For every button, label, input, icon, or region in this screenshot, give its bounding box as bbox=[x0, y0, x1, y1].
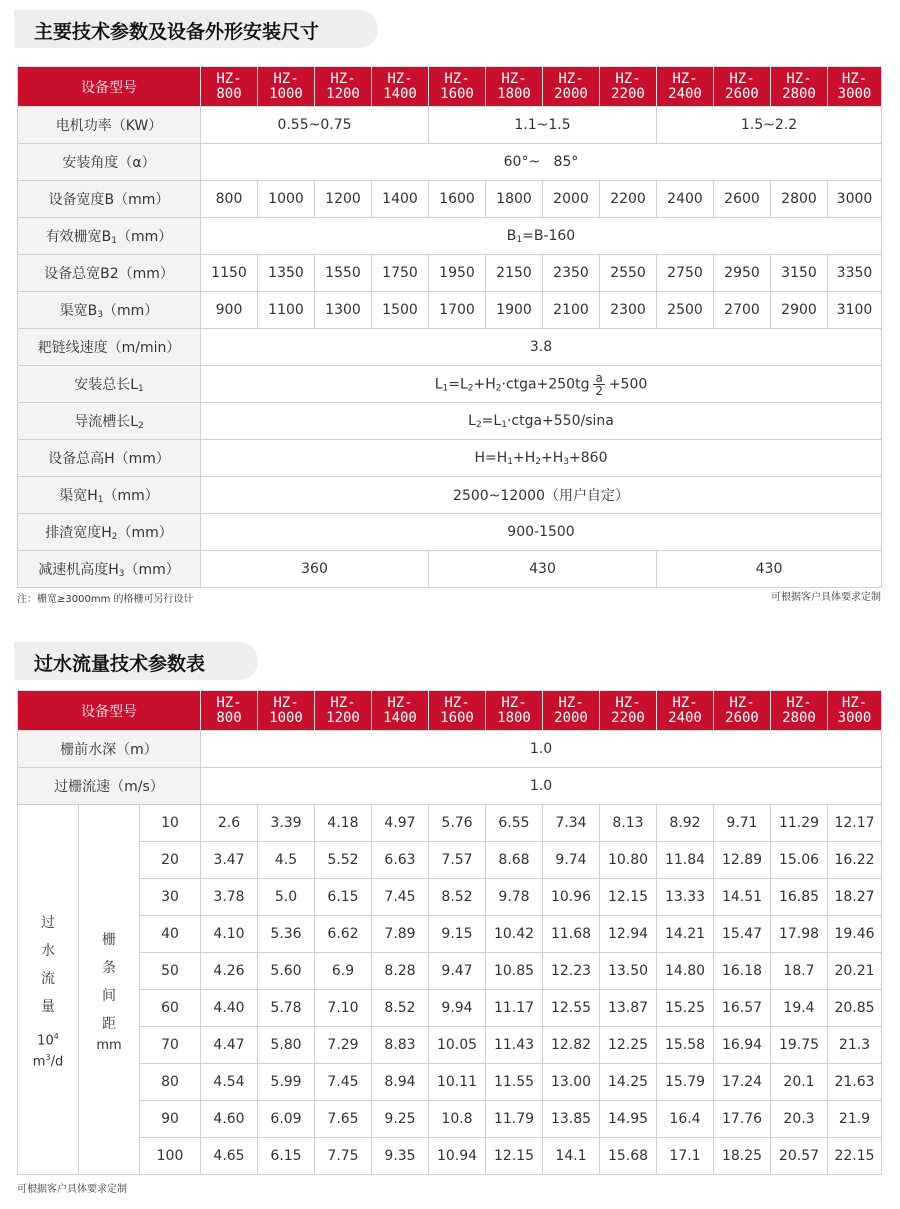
row-flow-velocity bbox=[18, 768, 882, 805]
row-device-width bbox=[18, 181, 882, 218]
bar-spacing-value: 40 bbox=[140, 916, 201, 953]
flow-value: 16.57 bbox=[714, 990, 771, 1027]
value-cell: 1.0 bbox=[201, 731, 882, 768]
flow-value: 13.33 bbox=[657, 879, 714, 916]
flow-value: 4.26 bbox=[201, 953, 258, 990]
flow-value: 8.13 bbox=[600, 805, 657, 842]
model-cell: HZ- 800 bbox=[201, 691, 258, 731]
flow-value: 4.65 bbox=[201, 1138, 258, 1175]
flow-value: 7.57 bbox=[429, 842, 486, 879]
flow-value: 7.75 bbox=[315, 1138, 372, 1175]
value-cell: 1900 bbox=[486, 292, 543, 329]
flow-data-row bbox=[18, 842, 882, 879]
model-cell: HZ- 2000 bbox=[543, 691, 600, 731]
flow-value: 7.10 bbox=[315, 990, 372, 1027]
flow-value: 14.1 bbox=[543, 1138, 600, 1175]
value-cell: 2550 bbox=[600, 255, 657, 292]
param-label: 导流槽长$L_2$ bbox=[18, 403, 201, 440]
flow-value: 15.06 bbox=[771, 842, 828, 879]
value-cell: 2200 bbox=[600, 181, 657, 218]
flow-value: 17.1 bbox=[657, 1138, 714, 1175]
table2-note: 可根据客户具体要求定制 bbox=[17, 1184, 127, 1195]
flow-value: 16.94 bbox=[714, 1027, 771, 1064]
value-cell: 2150 bbox=[486, 255, 543, 292]
param-label: 耙链线速度（m/min） bbox=[18, 329, 201, 366]
flow-value: 14.51 bbox=[714, 879, 771, 916]
row-channel-width bbox=[18, 292, 882, 329]
flow-value: 5.0 bbox=[258, 879, 315, 916]
row-guide-length bbox=[18, 403, 882, 440]
flow-value: 9.71 bbox=[714, 805, 771, 842]
flow-value: 5.52 bbox=[315, 842, 372, 879]
flow-value: 15.68 bbox=[600, 1138, 657, 1175]
flow-value: 11.43 bbox=[486, 1027, 543, 1064]
flow-value: 5.60 bbox=[258, 953, 315, 990]
value-cell: 430 bbox=[657, 551, 882, 588]
value-cell: 900 bbox=[201, 292, 258, 329]
flow-value: 15.79 bbox=[657, 1064, 714, 1101]
flow-value: 2.6 bbox=[201, 805, 258, 842]
flow-value: 6.9 bbox=[315, 953, 372, 990]
flow-value: 15.58 bbox=[657, 1027, 714, 1064]
value-cell: 2800 bbox=[771, 181, 828, 218]
flow-value: 13.00 bbox=[543, 1064, 600, 1101]
flow-value: 17.98 bbox=[771, 916, 828, 953]
flow-value: 8.83 bbox=[372, 1027, 429, 1064]
bar-spacing-value: 90 bbox=[140, 1101, 201, 1138]
param-label: 电机功率（KW） bbox=[18, 107, 201, 144]
flow-value: 7.34 bbox=[543, 805, 600, 842]
flow-value: 19.4 bbox=[771, 990, 828, 1027]
value-cell: 1800 bbox=[486, 181, 543, 218]
value-cell: 2500 bbox=[657, 292, 714, 329]
value-cell: 360 bbox=[201, 551, 429, 588]
flow-value: 8.28 bbox=[372, 953, 429, 990]
row-reducer-height bbox=[18, 551, 882, 588]
flow-value: 5.78 bbox=[258, 990, 315, 1027]
flow-value: 14.21 bbox=[657, 916, 714, 953]
flow-value: 20.3 bbox=[771, 1101, 828, 1138]
value-cell: 2700 bbox=[714, 292, 771, 329]
value-cell: 1500 bbox=[372, 292, 429, 329]
flow-data-row bbox=[18, 1064, 882, 1101]
fraction: $\frac{a}{2}$ bbox=[595, 370, 603, 398]
value-cell: 1.0 bbox=[201, 768, 882, 805]
model-cell: HZ- 3000 bbox=[828, 67, 882, 107]
flow-value: 11.84 bbox=[657, 842, 714, 879]
model-cell: HZ- 1600 bbox=[429, 67, 486, 107]
flow-value: 15.47 bbox=[714, 916, 771, 953]
flow-value: 6.63 bbox=[372, 842, 429, 879]
value-cell: 1200 bbox=[315, 181, 372, 218]
value-cell: 3.8 bbox=[201, 329, 882, 366]
param-label: 栅前水深（m） bbox=[18, 731, 201, 768]
flow-value: 10.96 bbox=[543, 879, 600, 916]
flow-value: 7.45 bbox=[315, 1064, 372, 1101]
row-effective-width bbox=[18, 218, 882, 255]
flow-value: 13.85 bbox=[543, 1101, 600, 1138]
param-label: 设备总高H（mm） bbox=[18, 440, 201, 477]
flow-value: 6.15 bbox=[315, 879, 372, 916]
flow-value: 9.94 bbox=[429, 990, 486, 1027]
flow-value: 5.36 bbox=[258, 916, 315, 953]
value-cell: 3350 bbox=[828, 255, 882, 292]
row-channel-depth bbox=[18, 477, 882, 514]
row-install-angle bbox=[18, 144, 882, 181]
model-cell: HZ- 1200 bbox=[315, 67, 372, 107]
flow-value: 4.54 bbox=[201, 1064, 258, 1101]
flow-value: 4.47 bbox=[201, 1027, 258, 1064]
spec-table bbox=[17, 66, 882, 588]
flow-quantity-label: 过 水 流 量 $10^4$ $m^3/d$ bbox=[18, 805, 79, 1175]
flow-value: 5.76 bbox=[429, 805, 486, 842]
flow-data-row bbox=[18, 1027, 882, 1064]
flow-value: 12.15 bbox=[600, 879, 657, 916]
flow-value: 8.92 bbox=[657, 805, 714, 842]
value-cell: 1550 bbox=[315, 255, 372, 292]
model-cell: HZ- 2800 bbox=[771, 691, 828, 731]
flow-value: 7.65 bbox=[315, 1101, 372, 1138]
model-cell: HZ- 1600 bbox=[429, 691, 486, 731]
model-cell: HZ- 1000 bbox=[258, 67, 315, 107]
value-cell: 1750 bbox=[372, 255, 429, 292]
model-cell: HZ- 1000 bbox=[258, 691, 315, 731]
flow-value: 21.3 bbox=[828, 1027, 882, 1064]
flow-value: 16.22 bbox=[828, 842, 882, 879]
model-cell: HZ- 2400 bbox=[657, 691, 714, 731]
bar-spacing-label: 栅 条 间 距 mm bbox=[79, 805, 140, 1175]
flow-value: 18.25 bbox=[714, 1138, 771, 1175]
section1-title: 主要技术参数及设备外形安装尺寸 bbox=[34, 21, 320, 43]
value-cell: 1.1~1.5 bbox=[429, 107, 657, 144]
section2-title: 过水流量技术参数表 bbox=[34, 653, 206, 675]
row-discharge-width bbox=[18, 514, 882, 551]
flow-value: 10.85 bbox=[486, 953, 543, 990]
param-label: 安装角度（α） bbox=[18, 144, 201, 181]
bar-spacing-value: 20 bbox=[140, 842, 201, 879]
flow-value: 6.15 bbox=[258, 1138, 315, 1175]
flow-value: 5.80 bbox=[258, 1027, 315, 1064]
param-label: 排渣宽度$H_2(mm)$ bbox=[18, 514, 201, 551]
row-total-width bbox=[18, 255, 882, 292]
flow-value: 19.75 bbox=[771, 1027, 828, 1064]
flow-value: 12.94 bbox=[600, 916, 657, 953]
flow-value: 13.50 bbox=[600, 953, 657, 990]
flow-value: 16.18 bbox=[714, 953, 771, 990]
flow-value: 14.80 bbox=[657, 953, 714, 990]
flow-value: 12.82 bbox=[543, 1027, 600, 1064]
value-cell: 1600 bbox=[429, 181, 486, 218]
row-install-length bbox=[18, 366, 882, 403]
value-cell: 3000 bbox=[828, 181, 882, 218]
flow-data-row bbox=[18, 805, 882, 842]
param-label: 设备宽度B（mm） bbox=[18, 181, 201, 218]
value-cell: 2350 bbox=[543, 255, 600, 292]
param-label: 减速机高度$H_3(mm)$ bbox=[18, 551, 201, 588]
row-total-height bbox=[18, 440, 882, 477]
value-cell: 1400 bbox=[372, 181, 429, 218]
flow-value: 9.74 bbox=[543, 842, 600, 879]
formula-cell: $L_2=L_1\cdot ctga+550$/sina bbox=[201, 403, 882, 440]
flow-data-row bbox=[18, 953, 882, 990]
flow-value: 11.17 bbox=[486, 990, 543, 1027]
model-cell: HZ- 1400 bbox=[372, 67, 429, 107]
flow-value: 21.63 bbox=[828, 1064, 882, 1101]
flow-value: 18.7 bbox=[771, 953, 828, 990]
value-cell: 3150 bbox=[771, 255, 828, 292]
flow-value: 4.97 bbox=[372, 805, 429, 842]
bar-spacing-value: 70 bbox=[140, 1027, 201, 1064]
flow-table bbox=[17, 690, 882, 1175]
value-cell: 2900 bbox=[771, 292, 828, 329]
flow-value: 8.94 bbox=[372, 1064, 429, 1101]
bar-spacing-value: 10 bbox=[140, 805, 201, 842]
bar-spacing-value: 80 bbox=[140, 1064, 201, 1101]
model-cell: HZ- 2800 bbox=[771, 67, 828, 107]
flow-value: 9.35 bbox=[372, 1138, 429, 1175]
value-cell: 3100 bbox=[828, 292, 882, 329]
bar-spacing-value: 60 bbox=[140, 990, 201, 1027]
value-cell: 1.5~2.2 bbox=[657, 107, 882, 144]
flow-value: 7.45 bbox=[372, 879, 429, 916]
bar-spacing-value: 100 bbox=[140, 1138, 201, 1175]
formula-cell: $L_1=L_2+H_2\cdot ctga+250tg$ $\frac{a}{2}$ +500 bbox=[201, 366, 882, 403]
table1-note-right: 可根据客户具体要求定制 bbox=[771, 592, 881, 603]
value-cell: 1300 bbox=[315, 292, 372, 329]
row-motor-power bbox=[18, 107, 882, 144]
model-cell: HZ- 3000 bbox=[828, 691, 882, 731]
flow-value: 11.29 bbox=[771, 805, 828, 842]
flow-value: 14.95 bbox=[600, 1101, 657, 1138]
flow-value: 4.40 bbox=[201, 990, 258, 1027]
flow-value: 6.62 bbox=[315, 916, 372, 953]
value-cell: 2750 bbox=[657, 255, 714, 292]
value-cell: 800 bbox=[201, 181, 258, 218]
value-cell: 430 bbox=[429, 551, 657, 588]
param-label: 有效栅宽$B_1(mm)$ bbox=[18, 218, 201, 255]
flow-value: 12.55 bbox=[543, 990, 600, 1027]
table1-note-left: 注：栅宽≥3000mm 的格栅可另行设计 bbox=[17, 594, 194, 605]
value-cell: 900-1500 bbox=[201, 514, 882, 551]
flow-value: 12.25 bbox=[600, 1027, 657, 1064]
flow-value: 11.79 bbox=[486, 1101, 543, 1138]
flow-value: 16.4 bbox=[657, 1101, 714, 1138]
flow-value: 7.89 bbox=[372, 916, 429, 953]
value-cell: 2100 bbox=[543, 292, 600, 329]
param-label: 安装总长$L_1$ bbox=[18, 366, 201, 403]
flow-data-row bbox=[18, 990, 882, 1027]
value-cell: 1950 bbox=[429, 255, 486, 292]
value-cell: 2000 bbox=[543, 181, 600, 218]
row-water-depth bbox=[18, 731, 882, 768]
flow-value: 8.68 bbox=[486, 842, 543, 879]
value-cell: 1100 bbox=[258, 292, 315, 329]
flow-value: 17.24 bbox=[714, 1064, 771, 1101]
flow-value: 18.27 bbox=[828, 879, 882, 916]
flow-value: 22.15 bbox=[828, 1138, 882, 1175]
param-label: 渠宽$H_1(mm)$ bbox=[18, 477, 201, 514]
flow-value: 15.25 bbox=[657, 990, 714, 1027]
row-chain-speed bbox=[18, 329, 882, 366]
model-cell: HZ- 800 bbox=[201, 67, 258, 107]
flow-value: 16.85 bbox=[771, 879, 828, 916]
value-cell: 2950 bbox=[714, 255, 771, 292]
bar-spacing-value: 30 bbox=[140, 879, 201, 916]
flow-value: 12.23 bbox=[543, 953, 600, 990]
flow-value: 10.42 bbox=[486, 916, 543, 953]
value-cell: 1350 bbox=[258, 255, 315, 292]
value-cell: 1150 bbox=[201, 255, 258, 292]
model-cell: HZ- 1400 bbox=[372, 691, 429, 731]
flow-value: 3.39 bbox=[258, 805, 315, 842]
value-cell: 2500~12000（用户自定） bbox=[201, 477, 882, 514]
param-label: 渠宽$B_3(mm)$ bbox=[18, 292, 201, 329]
flow-value: 17.76 bbox=[714, 1101, 771, 1138]
flow-value: 20.21 bbox=[828, 953, 882, 990]
model-cell: HZ- 1800 bbox=[486, 67, 543, 107]
flow-value: 4.60 bbox=[201, 1101, 258, 1138]
value-cell: $B_1=B-160$ bbox=[201, 218, 882, 255]
flow-value: 3.78 bbox=[201, 879, 258, 916]
flow-data-row bbox=[18, 1101, 882, 1138]
formula-cell: $H=H_1+H_2+H_3+860$ bbox=[201, 440, 882, 477]
header-model-label: 设备型号 bbox=[18, 67, 201, 107]
flow-value: 4.18 bbox=[315, 805, 372, 842]
section2-title-tab bbox=[14, 642, 258, 680]
flow-value: 9.78 bbox=[486, 879, 543, 916]
flow-value: 21.9 bbox=[828, 1101, 882, 1138]
flow-value: 9.15 bbox=[429, 916, 486, 953]
model-cell: HZ- 2200 bbox=[600, 691, 657, 731]
flow-value: 6.09 bbox=[258, 1101, 315, 1138]
model-cell: HZ- 1200 bbox=[315, 691, 372, 731]
bar-spacing-value: 50 bbox=[140, 953, 201, 990]
flow-data-row bbox=[18, 916, 882, 953]
model-cell: HZ- 1800 bbox=[486, 691, 543, 731]
flow-value: 4.10 bbox=[201, 916, 258, 953]
flow-value: 10.11 bbox=[429, 1064, 486, 1101]
value-cell: 2300 bbox=[600, 292, 657, 329]
flow-value: 7.29 bbox=[315, 1027, 372, 1064]
value-cell: 2600 bbox=[714, 181, 771, 218]
flow-value: 14.25 bbox=[600, 1064, 657, 1101]
flow-value: 5.99 bbox=[258, 1064, 315, 1101]
spec-header-row bbox=[18, 67, 882, 107]
flow-value: 9.47 bbox=[429, 953, 486, 990]
section1-title-tab bbox=[14, 10, 378, 48]
flow-value: 12.89 bbox=[714, 842, 771, 879]
value-cell: 2400 bbox=[657, 181, 714, 218]
flow-value: 10.05 bbox=[429, 1027, 486, 1064]
flow-value: 20.57 bbox=[771, 1138, 828, 1175]
flow-value: 12.17 bbox=[828, 805, 882, 842]
flow-value: 8.52 bbox=[429, 879, 486, 916]
flow-data-row bbox=[18, 879, 882, 916]
value-cell: 1700 bbox=[429, 292, 486, 329]
param-label: 设备总宽B2（mm） bbox=[18, 255, 201, 292]
value-cell: 0.55~0.75 bbox=[201, 107, 429, 144]
flow-value: 11.68 bbox=[543, 916, 600, 953]
flow-value: 12.15 bbox=[486, 1138, 543, 1175]
flow-value: 3.47 bbox=[201, 842, 258, 879]
model-cell: HZ- 2200 bbox=[600, 67, 657, 107]
value-cell: 60°~ 85° bbox=[201, 144, 882, 181]
flow-value: 20.85 bbox=[828, 990, 882, 1027]
model-cell: HZ- 2600 bbox=[714, 67, 771, 107]
flow-value: 6.55 bbox=[486, 805, 543, 842]
header-model-label: 设备型号 bbox=[18, 691, 201, 731]
flow-value: 20.1 bbox=[771, 1064, 828, 1101]
model-cell: HZ- 2600 bbox=[714, 691, 771, 731]
param-label: 过栅流速（m/s） bbox=[18, 768, 201, 805]
flow-value: 10.80 bbox=[600, 842, 657, 879]
flow-value: 19.46 bbox=[828, 916, 882, 953]
flow-value: 9.25 bbox=[372, 1101, 429, 1138]
model-cell: HZ- 2400 bbox=[657, 67, 714, 107]
flow-header-row bbox=[18, 691, 882, 731]
flow-value: 4.5 bbox=[258, 842, 315, 879]
flow-value: 10.8 bbox=[429, 1101, 486, 1138]
flow-value: 10.94 bbox=[429, 1138, 486, 1175]
flow-value: 13.87 bbox=[600, 990, 657, 1027]
model-cell: HZ- 2000 bbox=[543, 67, 600, 107]
flow-value: 11.55 bbox=[486, 1064, 543, 1101]
value-cell: 1000 bbox=[258, 181, 315, 218]
flow-data-row bbox=[18, 1138, 882, 1175]
flow-value: 8.52 bbox=[372, 990, 429, 1027]
